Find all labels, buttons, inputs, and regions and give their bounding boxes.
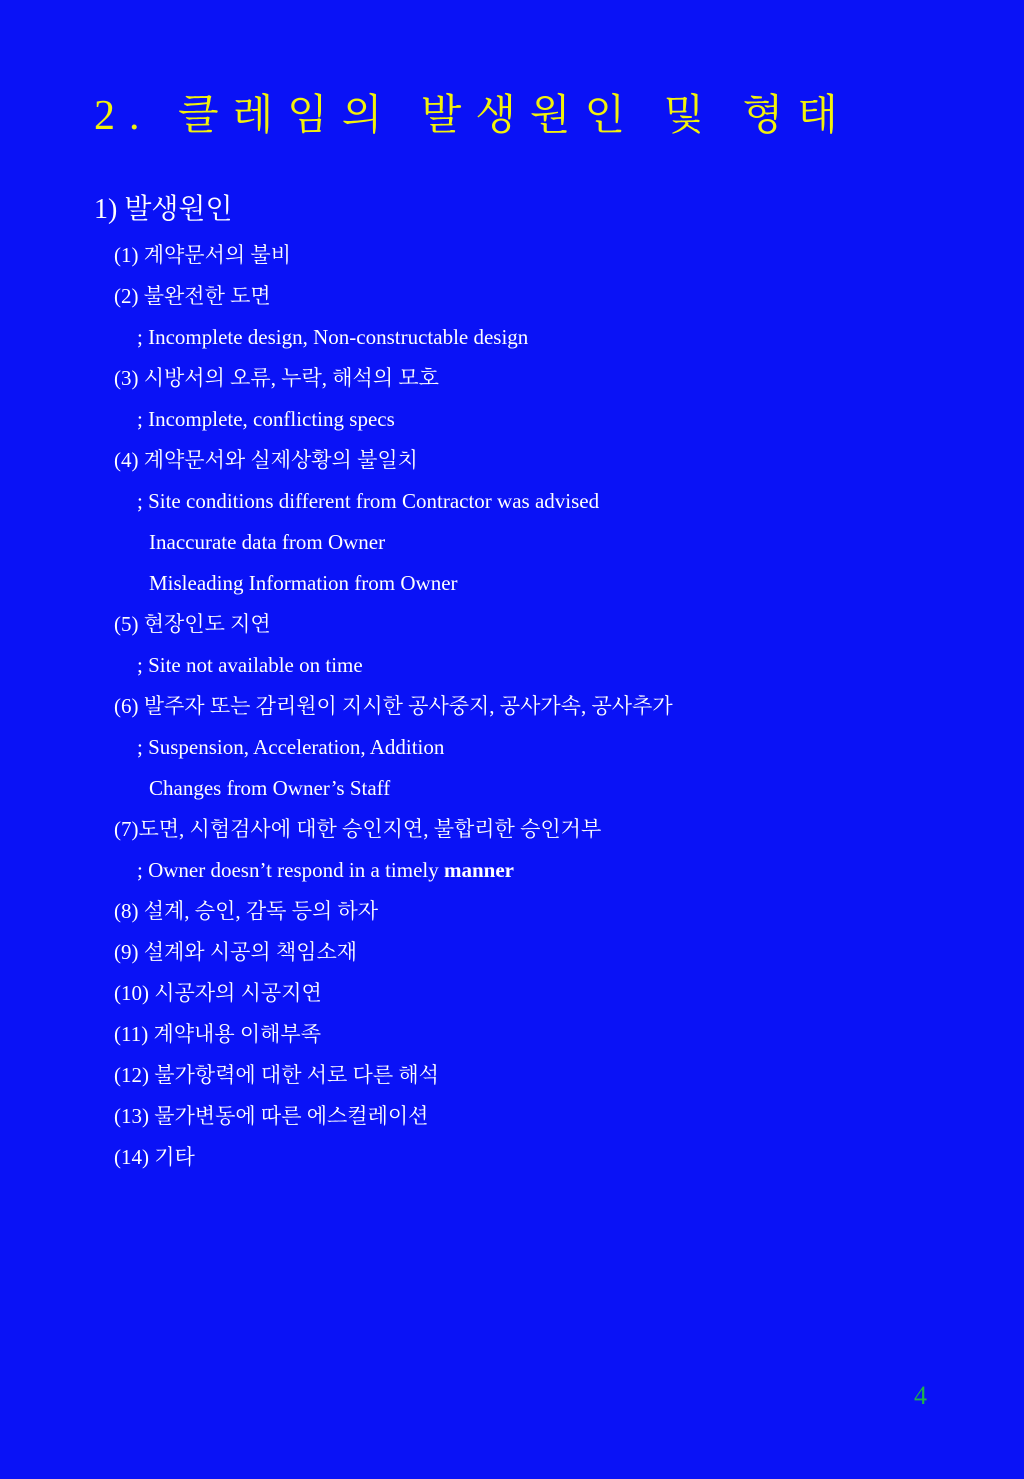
note-text: ; Owner doesn’t respond in a timely bbox=[137, 858, 444, 882]
list-item: (2) 불완전한 도면 bbox=[114, 284, 271, 308]
list-item: (7)도면, 시험검사에 대한 승인지연, 불합리한 승인거부 bbox=[114, 817, 602, 841]
list-item-note: ; Site conditions different from Contractor was advised bbox=[137, 489, 600, 513]
list-item-note: Misleading Information from Owner bbox=[149, 571, 458, 595]
slide-title: 2. 클레임의 발생원인 및 형태 bbox=[94, 93, 852, 139]
list-item: (6) 발주자 또는 감리원이 지시한 공사중지, 공사가속, 공사추가 bbox=[114, 694, 673, 718]
note-emphasis: manner bbox=[443, 858, 514, 882]
list-item: (3) 시방서의 오류, 누락, 해석의 모호 bbox=[114, 366, 439, 390]
list-item: (8) 설계, 승인, 감독 등의 하자 bbox=[114, 899, 379, 923]
list-item-note: ; Site not available on time bbox=[137, 653, 363, 677]
list-item: (10) 시공자의 시공지연 bbox=[114, 981, 322, 1005]
list-item: (12) 불가항력에 대한 서로 다른 해석 bbox=[114, 1063, 439, 1087]
list-item-note bbox=[137, 857, 514, 883]
list-item: (11) 계약내용 이해부족 bbox=[114, 1022, 321, 1046]
list-item-note: Changes from Owner’s Staff bbox=[149, 776, 391, 800]
section-heading: 1) 발생원인 bbox=[94, 194, 233, 225]
list-item-note: ; Suspension, Acceleration, Addition bbox=[137, 735, 445, 759]
list-item: (4) 계약문서와 실제상황의 불일치 bbox=[114, 448, 418, 472]
list-item-note: Inaccurate data from Owner bbox=[149, 530, 386, 554]
list-item-note: ; Incomplete, conflicting specs bbox=[137, 407, 395, 431]
list-item: (14) 기타 bbox=[114, 1145, 195, 1169]
list-item: (9) 설계와 시공의 책임소재 bbox=[114, 940, 358, 964]
page-number: 4 bbox=[914, 1381, 927, 1410]
list-item: (5) 현장인도 지연 bbox=[114, 612, 271, 636]
list-item: (1) 계약문서의 불비 bbox=[114, 243, 291, 267]
list-item: (13) 물가변동에 따른 에스컬레이션 bbox=[114, 1104, 429, 1128]
list-item-note: ; Incomplete design, Non-constructable design bbox=[137, 325, 529, 349]
